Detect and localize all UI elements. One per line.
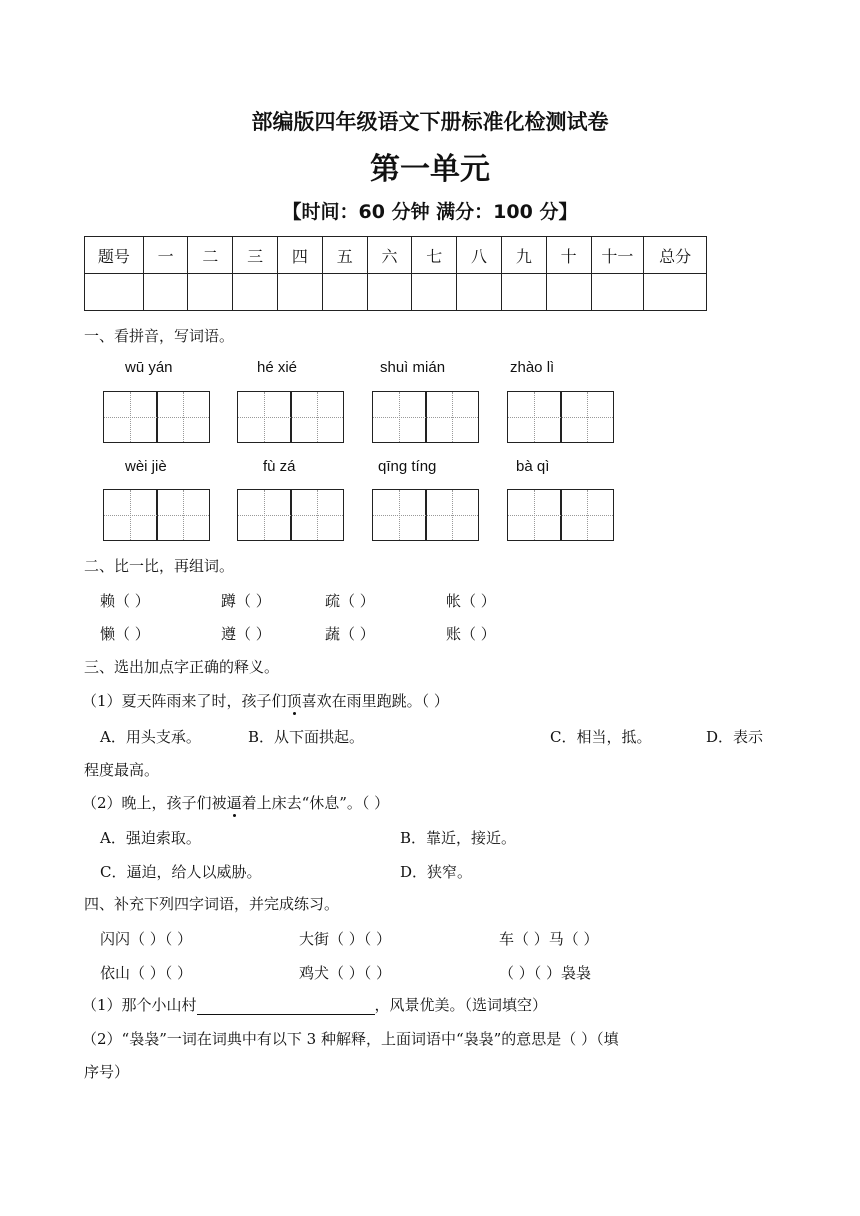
compare-item[interactable]: 蔬（ ） (325, 625, 375, 643)
score-cell[interactable] (188, 274, 233, 311)
table-header-cell: 一 (143, 237, 188, 274)
option-d-continued: 程度最高。 (84, 761, 160, 779)
score-cell[interactable] (143, 274, 188, 311)
question-3-2 (82, 793, 389, 813)
option-a[interactable]: A．用头支承。 (100, 728, 201, 746)
score-cell[interactable] (412, 274, 457, 311)
score-cell[interactable] (233, 274, 278, 311)
option-b[interactable]: B．从下面拱起。 (248, 728, 365, 746)
table-header-cell: 五 (322, 237, 367, 274)
compare-item[interactable]: 遵（ ） (221, 625, 271, 643)
question-text: 喜欢在雨里跑跳。（ ） (301, 692, 449, 710)
fill-blank-line[interactable] (197, 998, 375, 1015)
table-header-cell: 三 (233, 237, 278, 274)
option-c[interactable]: C．逼迫，给人以威胁。 (100, 863, 262, 881)
score-cell[interactable] (322, 274, 367, 311)
question-4-1 (82, 995, 547, 1015)
character-writing-grid[interactable] (507, 391, 614, 443)
table-header-cell: 六 (367, 237, 412, 274)
score-cell[interactable] (591, 274, 644, 311)
pinyin-label: wū yán (125, 359, 173, 376)
table-header-cell: 十 (546, 237, 591, 274)
score-cell[interactable] (457, 274, 502, 311)
pinyin-label: fù zá (263, 458, 296, 475)
section2-title: 二、比一比，再组词。 (84, 557, 235, 575)
pinyin-label: hé xié (257, 359, 298, 376)
exam-title: 部编版四年级语文下册标准化检测试卷 (251, 110, 609, 134)
pinyin-label: wèi jiè (125, 458, 167, 475)
unit-title: 第一单元 (370, 152, 490, 187)
character-writing-grid[interactable] (372, 489, 479, 541)
pinyin-label: qīng tíng (378, 458, 437, 475)
score-cell[interactable] (367, 274, 412, 311)
idiom-blank[interactable]: （ ）（ ）袅袅 (499, 964, 592, 982)
option-d[interactable]: D．狭窄。 (400, 863, 473, 881)
question-text: ，风景优美。（选词填空） (374, 996, 548, 1014)
table-header-cell: 四 (278, 237, 323, 274)
option-c[interactable]: C．相当，抵。 (550, 728, 652, 746)
question-text: （2）晚上，孩子们被 (82, 794, 227, 812)
character-writing-grid[interactable] (237, 391, 344, 443)
idiom-blank[interactable]: 依山（ ）（ ） (100, 964, 193, 982)
score-cell[interactable] (278, 274, 323, 311)
compare-item[interactable]: 懒（ ） (100, 625, 150, 643)
question-3-1 (82, 691, 449, 711)
dotted-character: 顶 (286, 692, 302, 710)
compare-item[interactable]: 帐（ ） (446, 592, 496, 610)
section1-title: 一、看拼音，写词语。 (84, 327, 235, 345)
table-header-cell: 总分 (644, 237, 707, 274)
dotted-character: 逼 (226, 794, 242, 812)
character-writing-grid[interactable] (507, 489, 614, 541)
character-writing-grid[interactable] (237, 489, 344, 541)
table-header-cell: 题号 (85, 237, 144, 274)
idiom-blank[interactable]: 车（ ）马（ ） (499, 930, 599, 948)
table-header-cell: 十一 (591, 237, 644, 274)
section3-title: 三、选出加点字正确的释义。 (84, 658, 280, 676)
score-cell[interactable] (85, 274, 144, 311)
time-score-info: 【时间：60 分钟 满分：100 分】 (282, 201, 578, 223)
compare-item[interactable]: 疏（ ） (325, 592, 375, 610)
table-header-cell: 八 (457, 237, 502, 274)
question-4-2: （2）“袅袅”一词在词典中有以下 3 种解释，上面词语中“袅袅”的意思是（ ）（填 (82, 1030, 619, 1048)
pinyin-label: shuì mián (380, 359, 446, 376)
question-4-2-continued: 序号） (84, 1063, 130, 1081)
character-writing-grid[interactable] (103, 391, 210, 443)
compare-item[interactable]: 赖（ ） (100, 592, 150, 610)
option-d[interactable]: D．表示 (706, 728, 764, 746)
table-header-cell: 七 (412, 237, 457, 274)
pinyin-label: bà qì (516, 458, 550, 475)
score-cell[interactable] (546, 274, 591, 311)
score-table-header-row (85, 237, 707, 274)
score-table-score-row (85, 274, 707, 311)
option-b[interactable]: B．靠近，接近。 (400, 829, 517, 847)
score-table (84, 236, 707, 311)
idiom-blank[interactable]: 鸡犬（ ）（ ） (299, 964, 392, 982)
compare-item[interactable]: 账（ ） (446, 625, 496, 643)
table-header-cell: 九 (501, 237, 546, 274)
question-text: （1）那个小山村 (82, 996, 197, 1014)
idiom-blank[interactable]: 大街（ ）（ ） (299, 930, 392, 948)
option-a[interactable]: A．强迫索取。 (100, 829, 201, 847)
idiom-blank[interactable]: 闪闪（ ）（ ） (100, 930, 193, 948)
question-text: （1）夏天阵雨来了时，孩子们 (82, 692, 287, 710)
pinyin-label: zhào lì (510, 359, 555, 376)
character-writing-grid[interactable] (372, 391, 479, 443)
score-cell[interactable] (501, 274, 546, 311)
question-text: 着上床去“休息”。（ ） (241, 794, 390, 812)
table-header-cell: 二 (188, 237, 233, 274)
compare-item[interactable]: 蹲（ ） (221, 592, 271, 610)
section4-title: 四、补充下列四字词语，并完成练习。 (84, 895, 340, 913)
character-writing-grid[interactable] (103, 489, 210, 541)
score-cell[interactable] (644, 274, 707, 311)
